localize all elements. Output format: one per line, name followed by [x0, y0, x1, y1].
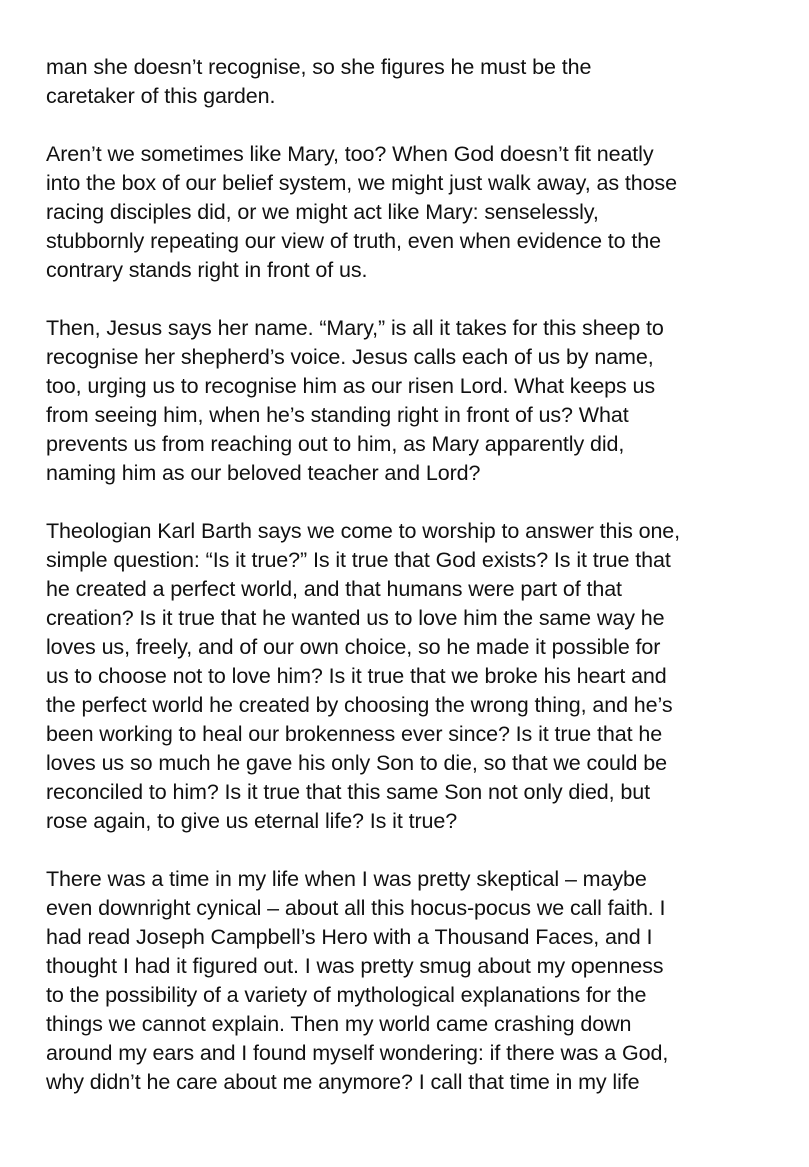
text-line: been working to heal our brokenness ever since? Is it true that he [46, 722, 663, 746]
text-line: creation? Is it true that he wanted us to love him the same way he [46, 606, 665, 630]
text-line: recognise her shepherd’s voice. Jesus calls each of us by name, [46, 345, 654, 369]
paragraph-2 [46, 140, 786, 285]
text-line: racing disciples did, or we might act like Mary: senselessly, [46, 200, 599, 224]
text-line: caretaker of this garden. [46, 84, 276, 108]
text-line: from seeing him, when he’s standing right in front of us? What [46, 403, 629, 427]
text-line: There was a time in my life when I was pretty skeptical – maybe [46, 867, 647, 891]
text-line: into the box of our belief system, we might just walk away, as those [46, 171, 677, 195]
text-line: rose again, to give us eternal life? Is it true? [46, 809, 458, 833]
text-line: loves us, freely, and of our own choice, so he made it possible for [46, 635, 661, 659]
text-line: loves us so much he gave his only Son to die, so that we could be [46, 751, 667, 775]
text-line: naming him as our beloved teacher and Lord? [46, 461, 481, 485]
text-line: prevents us from reaching out to him, as Mary apparently did, [46, 432, 625, 456]
paragraph-3 [46, 314, 786, 488]
text-line: reconciled to him? Is it true that this same Son not only died, but [46, 780, 650, 804]
text-line: contrary stands right in front of us. [46, 258, 368, 282]
text-line: simple question: “Is it true?” Is it true that God exists? Is it true that [46, 548, 671, 572]
text-line: the perfect world he created by choosing the wrong thing, and he’s [46, 693, 673, 717]
text-line: thought I had it figured out. I was pretty smug about my openness [46, 954, 664, 978]
text-line: Theologian Karl Barth says we come to worship to answer this one, [46, 519, 681, 543]
text-line: Aren’t we sometimes like Mary, too? When God doesn’t fit neatly [46, 142, 654, 166]
text-line: Then, Jesus says her name. “Mary,” is all it takes for this sheep to [46, 316, 664, 340]
text-line: why didn’t he care about me anymore? I call that time in my life [46, 1070, 640, 1094]
text-line: stubbornly repeating our view of truth, even when evidence to the [46, 229, 661, 253]
text-line: to the possibility of a variety of mythological explanations for the [46, 983, 647, 1007]
paragraph-1 [46, 53, 786, 111]
text-line: around my ears and I found myself wondering: if there was a God, [46, 1041, 669, 1065]
text-line: us to choose not to love him? Is it true that we broke his heart and [46, 664, 667, 688]
text-line: things we cannot explain. Then my world came crashing down [46, 1012, 632, 1036]
text-line: man she doesn’t recognise, so she figures he must be the [46, 55, 592, 79]
text-line: had read Joseph Campbell’s Hero with a Thousand Faces, and I [46, 925, 653, 949]
paragraph-5 [46, 865, 786, 1097]
paragraph-4 [46, 517, 786, 836]
text-line: he created a perfect world, and that humans were part of that [46, 577, 622, 601]
text-line: even downright cynical – about all this hocus-pocus we call faith. I [46, 896, 666, 920]
text-line: too, urging us to recognise him as our risen Lord. What keeps us [46, 374, 656, 398]
document-page [46, 53, 786, 1126]
